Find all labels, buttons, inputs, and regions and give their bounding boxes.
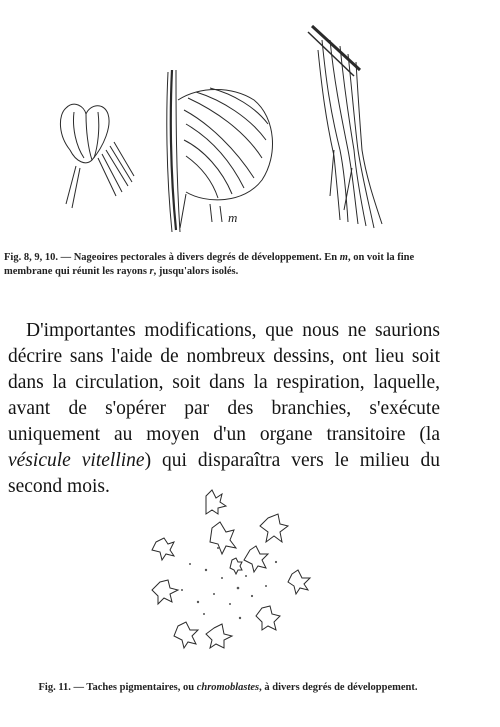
label-m: m: [228, 210, 238, 225]
main-paragraph: [8, 318, 440, 500]
figure-caption-8-10: [4, 251, 448, 279]
caption-1-b: , on voit la fine membrane qui réunit les rayons: [4, 252, 415, 277]
chromoblasts-illustration: [0, 478, 500, 678]
fin-figure-10: [308, 26, 382, 228]
caption-1-title: Fig. 8, 9, 10. — Nageoires pectorales à divers degrés de développement.: [4, 252, 322, 263]
caption-1-m: m: [339, 252, 348, 263]
caption-1-r: r: [149, 266, 154, 277]
caption-2-italic: chromoblastes: [196, 682, 260, 693]
caption-2-a: Fig. 11. — Taches pigmentaires, ou: [38, 682, 197, 693]
paragraph-text-a: D'importantes modifications, que nous ne saurions décrire sans l'aide de nombreux dessins, ont lieu soit dans la circulation, soit dans la respiration, laquelle, avant de s'opérer par des branchies, s'exécute uniquement au moyen d'un organe transitoire (la: [8, 320, 440, 445]
chromoblast-cluster: [152, 490, 310, 648]
figure-caption-11: [8, 681, 448, 695]
caption-1-c: , jusqu'alors isolés.: [153, 266, 239, 277]
caption-2-b: , à divers degrés de développement.: [259, 682, 418, 693]
fin-figure-8: [60, 104, 134, 208]
pigment-dots: [181, 547, 277, 619]
paragraph-italic-term: vésicule vitelline: [8, 450, 145, 471]
paragraph-text-b: ) qui disparaîtra vers le milieu du second mois.: [8, 450, 440, 497]
caption-1-a: En: [324, 252, 340, 263]
fin-figure-9: [167, 70, 273, 232]
pectoral-fins-illustration: [0, 0, 500, 245]
